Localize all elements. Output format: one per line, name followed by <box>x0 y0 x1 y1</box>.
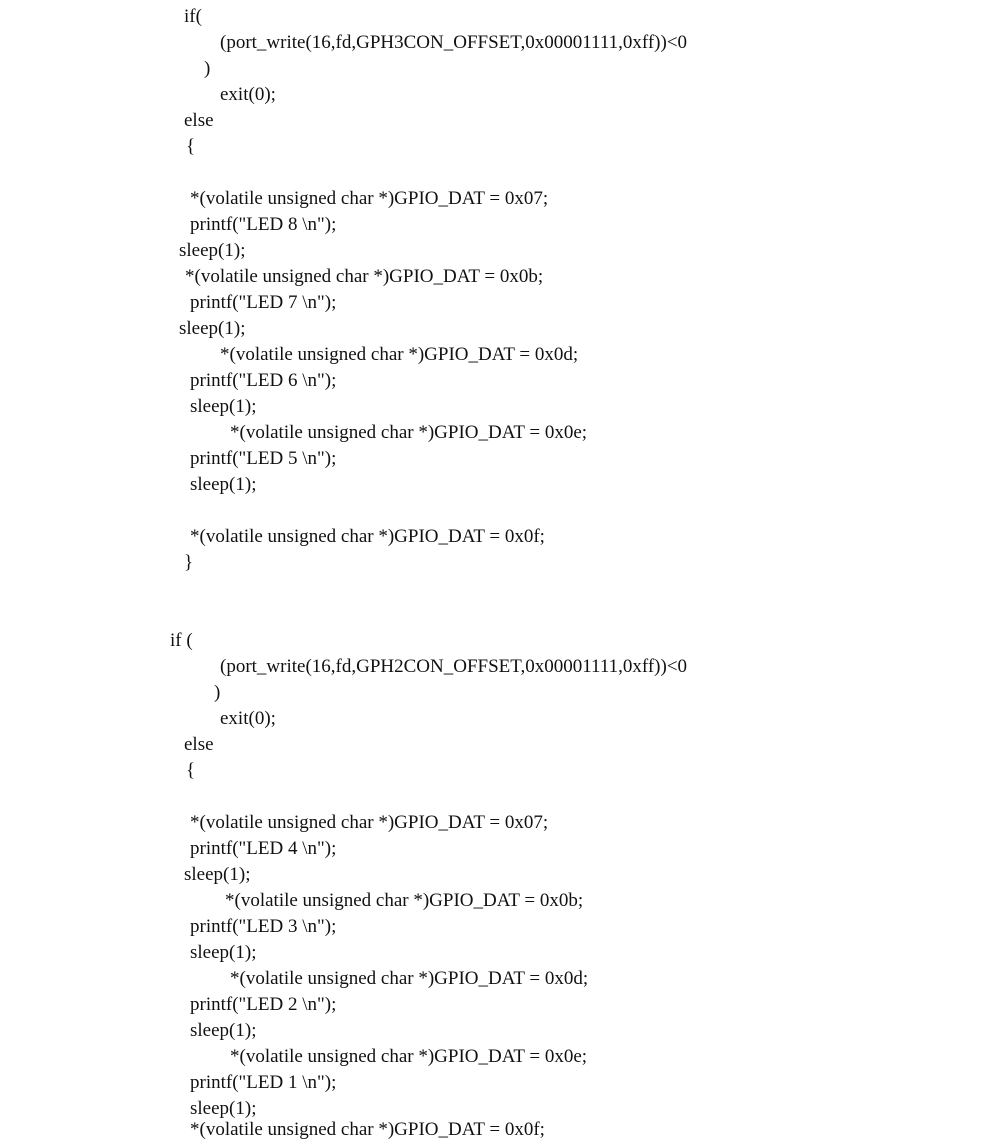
code-line: printf("LED 2 \n"); <box>190 994 337 1015</box>
code-line: sleep(1); <box>190 942 257 963</box>
code-line: ) <box>214 682 221 703</box>
code-line: *(volatile unsigned char *)GPIO_DAT = 0x0d; <box>220 344 579 365</box>
code-line: *(volatile unsigned char *)GPIO_DAT = 0x07; <box>190 188 549 209</box>
code-line: else <box>184 110 214 131</box>
code-line: { <box>186 136 196 157</box>
code-line: *(volatile unsigned char *)GPIO_DAT = 0x0d; <box>230 968 589 989</box>
code-line: sleep(1); <box>184 864 251 885</box>
code-line: *(volatile unsigned char *)GPIO_DAT = 0x0b; <box>225 890 584 911</box>
code-line: printf("LED 8 \n"); <box>190 214 337 235</box>
code-line: *(volatile unsigned char *)GPIO_DAT = 0x07; <box>190 812 549 833</box>
code-line: ) <box>204 58 211 79</box>
code-line: *(volatile unsigned char *)GPIO_DAT = 0x0f; <box>190 1119 545 1140</box>
code-line: printf("LED 4 \n"); <box>190 838 337 859</box>
code-line: printf("LED 3 \n"); <box>190 916 337 937</box>
code-line: printf("LED 6 \n"); <box>190 370 337 391</box>
code-line: sleep(1); <box>190 1098 257 1119</box>
code-line: sleep(1); <box>179 240 246 261</box>
code-line: *(volatile unsigned char *)GPIO_DAT = 0x0e; <box>230 422 588 443</box>
code-line: *(volatile unsigned char *)GPIO_DAT = 0x0e; <box>230 1046 588 1067</box>
code-line: { <box>186 760 196 781</box>
code-line: else <box>184 734 214 755</box>
code-line: sleep(1); <box>190 1020 257 1041</box>
code-line: printf("LED 1 \n"); <box>190 1072 337 1093</box>
code-line: *(volatile unsigned char *)GPIO_DAT = 0x0b; <box>185 266 544 287</box>
code-line: } <box>184 552 194 573</box>
code-line: (port_write(16,fd,GPH3CON_OFFSET,0x00001111,0xff))<0 <box>220 32 688 53</box>
code-line: printf("LED 7 \n"); <box>190 292 337 313</box>
code-line: sleep(1); <box>179 318 246 339</box>
code-line: exit(0); <box>220 708 276 729</box>
code-line: (port_write(16,fd,GPH2CON_OFFSET,0x00001111,0xff))<0 <box>220 656 688 677</box>
code-line: *(volatile unsigned char *)GPIO_DAT = 0x0f; <box>190 526 545 547</box>
code-line: exit(0); <box>220 84 276 105</box>
code-line: sleep(1); <box>190 396 257 417</box>
code-line: if( <box>184 6 202 27</box>
code-line: printf("LED 5 \n"); <box>190 448 337 469</box>
code-line: if ( <box>170 630 193 651</box>
code-line: sleep(1); <box>190 474 257 495</box>
